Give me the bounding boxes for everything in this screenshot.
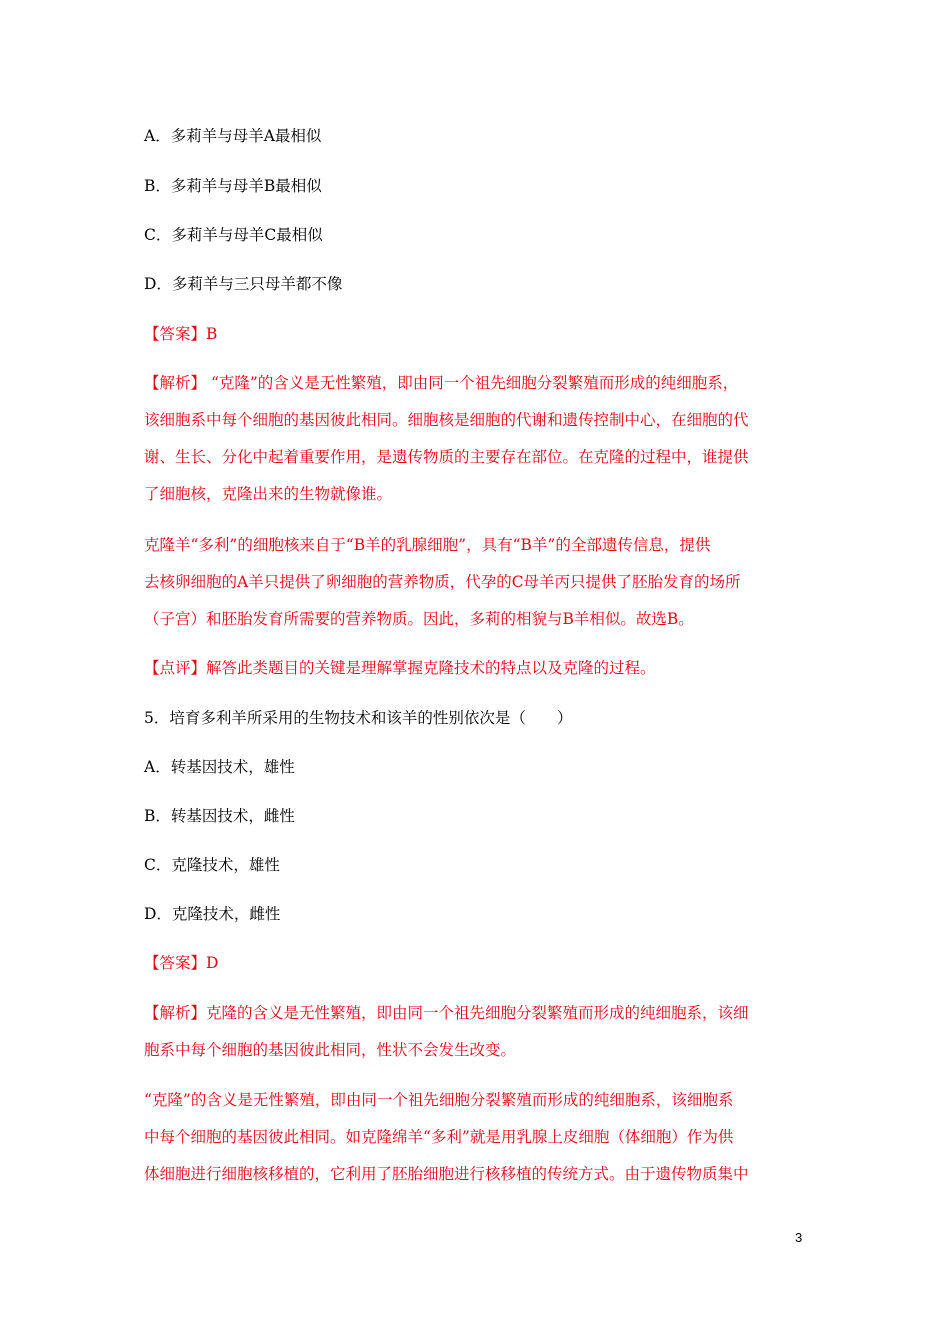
analysis-line: 谢、生长、分化中起着重要作用，是遗传物质的主要存在部位。在克隆的过程中，谁提供 <box>144 448 749 466</box>
answer-tag: 【答案】 <box>144 954 207 972</box>
analysis-line: 中每个细胞的基因彼此相同。如克隆绵羊“多利”就是用乳腺上皮细胞（体细胞）作为供 <box>144 1128 734 1146</box>
analysis-line: “克隆”的含义是无性繁殖，即由同一个祖先细胞分裂繁殖而形成的纯细胞系， <box>206 374 739 392</box>
q4-answer <box>144 324 217 344</box>
analysis-line: “克隆”的含义是无性繁殖，即由同一个祖先细胞分裂繁殖而形成的纯细胞系，该细胞系 <box>144 1091 734 1109</box>
q5-option-b: B．转基因技术，雌性 <box>144 807 295 825</box>
analysis-line: 克隆羊“多利”的细胞核来自于“B羊的乳腺细胞”，具有“B羊”的全部遗传信息，提供 <box>144 536 711 554</box>
q4-comment <box>144 658 656 678</box>
analysis-tag: 【解析】 <box>144 1004 207 1022</box>
analysis-line: 了细胞核，克隆出来的生物就像谁。 <box>144 485 393 503</box>
answer-tag: 【答案】 <box>144 325 207 343</box>
q4-option-b: B．多莉羊与母羊B最相似 <box>144 177 322 195</box>
q5-option-c: C．克隆技术，雄性 <box>144 856 280 874</box>
analysis-tag: 【解析】 <box>144 374 207 392</box>
q4-option-a: A．多莉羊与母羊A最相似 <box>144 127 322 145</box>
q4-option-d: D．多莉羊与三只母羊都不像 <box>144 275 343 293</box>
comment-tag: 【点评】 <box>144 659 207 677</box>
q5-answer <box>144 953 218 973</box>
analysis-line: 去核卵细胞的A羊只提供了卵细胞的营养物质，代孕的C母羊丙只提供了胚胎发育的场所 <box>144 573 741 591</box>
analysis-line: 克隆的含义是无性繁殖，即由同一个祖先细胞分裂繁殖而形成的纯细胞系，该细 <box>206 1004 749 1022</box>
page-number: 3 <box>795 1230 803 1245</box>
analysis-line: 该细胞系中每个细胞的基因彼此相同。细胞核是细胞的代谢和遗传控制中心，在细胞的代 <box>144 411 749 429</box>
q5-option-a: A．转基因技术，雄性 <box>144 758 295 776</box>
answer-value: D <box>206 954 219 972</box>
analysis-line: （子宫）和胚胎发育所需要的营养物质。因此，多莉的相貌与B羊相似。故选B。 <box>144 610 694 628</box>
q5-analysis-extra <box>144 1090 810 1201</box>
answer-value: B <box>206 325 218 343</box>
analysis-line: 胞系中每个细胞的基因彼此相同，性状不会发生改变。 <box>144 1041 517 1059</box>
q5-analysis <box>144 1003 810 1077</box>
analysis-line: 体细胞进行细胞核移植的，它利用了胚胎细胞进行核移植的传统方式。由于遗传物质集中 <box>144 1165 749 1183</box>
q4-analysis <box>144 373 810 521</box>
q5-option-d: D．克隆技术，雌性 <box>144 905 281 923</box>
comment-text: 解答此类题目的关键是理解掌握克隆技术的特点以及克隆的过程。 <box>206 659 656 677</box>
q5-question: 5．培育多利羊所采用的生物技术和该羊的性别依次是（ ） <box>144 709 573 727</box>
q4-option-c: C．多莉羊与母羊C最相似 <box>144 226 323 244</box>
q4-analysis-extra <box>144 535 810 646</box>
